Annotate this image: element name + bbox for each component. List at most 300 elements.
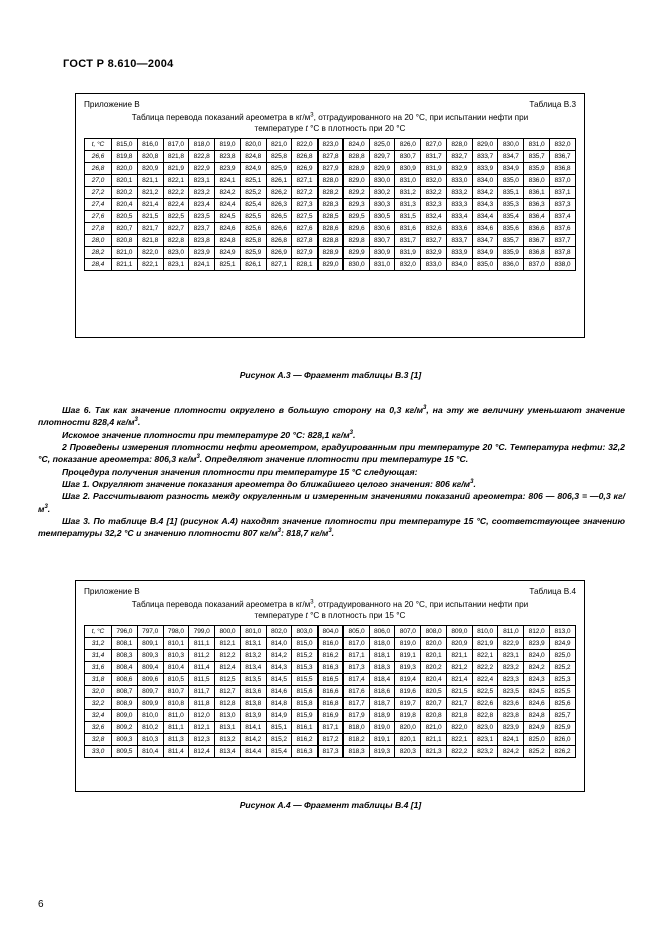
table-cell: 822,2	[472, 662, 498, 674]
table-cell: 822,0	[446, 722, 472, 734]
table-cell: 822,5	[163, 211, 189, 223]
table-cell: 834,7	[498, 151, 524, 163]
table-row	[85, 650, 576, 662]
table-cell: 836,6	[524, 223, 550, 235]
table-cell: 818,4	[369, 674, 395, 686]
table-cell: 823,5	[189, 211, 215, 223]
table-row-temperature: 27,6	[85, 211, 112, 223]
table-cell: 829,0	[343, 175, 369, 187]
table-cell: 809,2	[112, 722, 138, 734]
table-cell: 810,4	[163, 662, 189, 674]
table-cell: 815,5	[292, 674, 318, 686]
table-cell: 821,5	[137, 211, 163, 223]
paragraph-procedure: Процедура получения значения плотности при температуре 15 °C следующая:	[62, 466, 418, 477]
table-cell: 820,8	[112, 235, 138, 247]
table-cell: 821,1	[446, 650, 472, 662]
table-header-cell: 800,0	[215, 626, 241, 638]
table-cell: 812,4	[189, 746, 215, 758]
table-header-cell: 812,0	[524, 626, 550, 638]
table-cell: 820,9	[137, 163, 163, 175]
table-cell: 821,1	[137, 175, 163, 187]
table-row	[85, 746, 576, 758]
table-cell: 834,6	[472, 223, 498, 235]
table-cell: 834,7	[472, 235, 498, 247]
table-cell: 812,4	[215, 662, 241, 674]
table-cell: 822,8	[189, 151, 215, 163]
table-header-cell: 799,0	[189, 626, 215, 638]
table-cell: 837,0	[524, 259, 550, 271]
table-header-cell: 825,0	[369, 139, 395, 151]
table-row-temperature: 32,8	[85, 734, 112, 746]
table-cell: 835,7	[524, 151, 550, 163]
table-cell: 817,4	[343, 674, 369, 686]
table-cell: 810,7	[163, 686, 189, 698]
table-cell: 811,4	[163, 746, 189, 758]
table-cell: 813,9	[240, 710, 266, 722]
table-cell: 812,8	[215, 698, 241, 710]
table-cell: 826,8	[292, 151, 318, 163]
table-cell: 814,0	[266, 638, 292, 650]
table-cell: 836,4	[524, 211, 550, 223]
table-cell: 825,0	[550, 650, 576, 662]
table-cell: 823,9	[524, 638, 550, 650]
table-cell: 821,1	[421, 734, 447, 746]
table-cell: 828,8	[318, 235, 344, 247]
table-cell: 821,0	[112, 247, 138, 259]
table-cell: 832,2	[421, 187, 447, 199]
table-cell: 830,3	[369, 199, 395, 211]
table-cell: 830,7	[395, 151, 421, 163]
table-cell: 811,5	[189, 674, 215, 686]
table-cell: 828,9	[343, 163, 369, 175]
figure-a3-title-var: t	[305, 124, 308, 134]
table-cell: 834,9	[472, 247, 498, 259]
table-cell: 820,5	[421, 686, 447, 698]
table-cell: 828,8	[343, 151, 369, 163]
table-cell: 837,0	[550, 175, 576, 187]
table-cell: 808,9	[112, 698, 138, 710]
table-cell: 814,2	[266, 650, 292, 662]
table-cell: 826,9	[266, 247, 292, 259]
table-cell: 808,3	[112, 650, 138, 662]
table-cell: 810,5	[163, 674, 189, 686]
table-cell: 824,6	[524, 698, 550, 710]
figure-a3-title-line2-pre: температуре	[254, 124, 306, 134]
table-cell: 818,0	[369, 638, 395, 650]
table-cell: 822,9	[498, 638, 524, 650]
figure-a4-title-line2-pre: температуре	[254, 611, 306, 621]
table-cell: 812,3	[189, 734, 215, 746]
table-cell: 821,0	[421, 722, 447, 734]
table-cell: 821,8	[137, 235, 163, 247]
table-row-temperature: 27,8	[85, 223, 112, 235]
table-cell: 820,1	[421, 650, 447, 662]
table-cell: 813,2	[215, 734, 241, 746]
table-cell: 825,3	[550, 674, 576, 686]
table-cell: 808,6	[112, 674, 138, 686]
table-cell: 823,1	[163, 259, 189, 271]
table-cell: 822,4	[163, 199, 189, 211]
table-cell: 819,8	[112, 151, 138, 163]
table-cell: 814,9	[266, 710, 292, 722]
standard-header: ГОСТ Р 8.610—2004	[63, 58, 174, 70]
table-cell: 829,2	[343, 187, 369, 199]
table-cell: 825,9	[266, 163, 292, 175]
table-cell: 824,8	[240, 151, 266, 163]
table-cell: 835,0	[498, 175, 524, 187]
table-cell: 824,9	[240, 163, 266, 175]
table-cell: 810,8	[163, 698, 189, 710]
table-cell: 821,4	[446, 674, 472, 686]
table-cell: 832,9	[421, 247, 447, 259]
table-cell: 835,1	[498, 187, 524, 199]
table-cell: 815,8	[292, 698, 318, 710]
paragraph-step1: Шаг 1. Округляют значение показания ареометра до ближайшего целого значения: 806 $кг/м^3$.	[62, 479, 476, 490]
table-cell: 821,2	[446, 662, 472, 674]
page-number: 6	[38, 899, 44, 910]
table-row	[85, 662, 576, 674]
density-conversion-table-b3	[84, 138, 576, 271]
table-cell: 833,2	[446, 187, 472, 199]
table-cell: 811,2	[189, 650, 215, 662]
table-header-cell: 805,0	[343, 626, 369, 638]
table-cell: 831,9	[395, 247, 421, 259]
table-cell: 826,1	[266, 175, 292, 187]
table-cell: 836,0	[498, 259, 524, 271]
table-cell: 820,0	[395, 722, 421, 734]
table-cell: 809,3	[112, 734, 138, 746]
table-cell: 823,5	[498, 686, 524, 698]
table-row-temperature: 26,6	[85, 151, 112, 163]
table-cell: 813,0	[215, 710, 241, 722]
table-cell: 812,1	[215, 638, 241, 650]
table-cell: 824,2	[498, 746, 524, 758]
table-row-temperature: 31,4	[85, 650, 112, 662]
table-cell: 833,0	[421, 259, 447, 271]
table-header-cell: 823,0	[318, 139, 344, 151]
table-cell: 809,1	[137, 638, 163, 650]
table-cell: 821,3	[421, 746, 447, 758]
table-row-temperature: 32,4	[85, 710, 112, 722]
table-cell: 812,1	[189, 722, 215, 734]
table-cell: 820,7	[421, 698, 447, 710]
table-cell: 827,1	[266, 259, 292, 271]
figure-a4-title-line2-post: °C в плотность при 15 °C	[307, 611, 406, 621]
table-cell: 831,5	[395, 211, 421, 223]
table-cell: 829,5	[343, 211, 369, 223]
table-cell: 814,3	[266, 662, 292, 674]
table-cell: 836,8	[550, 163, 576, 175]
table-row	[85, 722, 576, 734]
table-cell: 821,1	[112, 259, 138, 271]
table-cell: 824,8	[215, 235, 241, 247]
table-row-temperature: 32,2	[85, 698, 112, 710]
figure-a4-title-line1	[132, 600, 528, 609]
table-header-cell: 829,0	[472, 139, 498, 151]
table-cell: 827,8	[318, 151, 344, 163]
table-header-cell: 827,0	[421, 139, 447, 151]
table-cell: 822,6	[472, 698, 498, 710]
table-cell: 815,1	[266, 722, 292, 734]
table-cell: 818,9	[369, 710, 395, 722]
table-cell: 830,2	[369, 187, 395, 199]
table-label-b3: Таблица В.3	[529, 100, 576, 109]
figure-a4-title-line2	[255, 611, 406, 620]
table-cell: 821,8	[446, 710, 472, 722]
table-cell: 811,1	[163, 722, 189, 734]
table-cell: 817,3	[318, 746, 344, 758]
table-cell: 820,3	[395, 746, 421, 758]
table-cell: 819,8	[395, 710, 421, 722]
table-row-temperature: 28,0	[85, 235, 112, 247]
table-label-b4: Таблица В.4	[529, 587, 576, 596]
table-cell: 819,1	[369, 734, 395, 746]
table-cell: 826,1	[240, 259, 266, 271]
figure-a4-title-var: t	[305, 611, 308, 621]
table-header-cell: 822,0	[292, 139, 318, 151]
table-row	[85, 175, 576, 187]
table-cell: 808,7	[112, 686, 138, 698]
table-cell: 819,7	[395, 698, 421, 710]
table-header-temp: t, °C	[85, 139, 112, 151]
table-cell: 825,8	[266, 151, 292, 163]
table-cell: 826,2	[550, 746, 576, 758]
table-cell: 820,1	[395, 734, 421, 746]
table-cell: 824,1	[498, 734, 524, 746]
table-cell: 829,8	[343, 235, 369, 247]
table-cell: 816,3	[292, 746, 318, 758]
table-cell: 821,5	[446, 686, 472, 698]
figure-a4-table-b4	[75, 580, 585, 792]
table-cell: 833,4	[446, 211, 472, 223]
table-cell: 818,2	[343, 734, 369, 746]
table-cell: 820,2	[421, 662, 447, 674]
table-cell: 825,7	[550, 710, 576, 722]
table-cell: 822,2	[163, 187, 189, 199]
table-cell: 815,3	[292, 662, 318, 674]
table-cell: 832,6	[421, 223, 447, 235]
table-cell: 815,4	[266, 746, 292, 758]
table-row	[85, 259, 576, 271]
table-cell: 818,0	[343, 722, 369, 734]
table-cell: 835,6	[498, 223, 524, 235]
table-cell: 834,2	[472, 187, 498, 199]
table-cell: 829,9	[343, 247, 369, 259]
figure-a3-topline	[84, 100, 576, 109]
table-cell: 811,4	[189, 662, 215, 674]
table-cell: 830,0	[369, 175, 395, 187]
table-cell: 823,0	[163, 247, 189, 259]
table-cell: 816,3	[318, 662, 344, 674]
table-row-temperature: 31,8	[85, 674, 112, 686]
table-cell: 838,0	[550, 259, 576, 271]
table-cell: 813,8	[240, 698, 266, 710]
table-cell: 821,9	[472, 638, 498, 650]
table-header-cell: 806,0	[369, 626, 395, 638]
table-row	[85, 235, 576, 247]
table-cell: 820,0	[421, 638, 447, 650]
table-cell: 825,1	[240, 175, 266, 187]
table-cell: 826,2	[266, 187, 292, 199]
table-cell: 831,7	[395, 235, 421, 247]
table-cell: 821,8	[163, 151, 189, 163]
table-cell: 824,3	[524, 674, 550, 686]
table-cell: 820,7	[112, 223, 138, 235]
table-cell: 836,0	[524, 175, 550, 187]
table-cell: 823,8	[189, 235, 215, 247]
table-row	[85, 710, 576, 722]
table-cell: 820,5	[112, 211, 138, 223]
table-header-cell: 801,0	[240, 626, 266, 638]
table-row	[85, 674, 576, 686]
table-cell: 809,3	[137, 650, 163, 662]
table-cell: 816,2	[318, 650, 344, 662]
table-cell: 826,6	[266, 223, 292, 235]
table-cell: 826,5	[266, 211, 292, 223]
table-cell: 825,6	[550, 698, 576, 710]
table-cell: 824,9	[215, 247, 241, 259]
table-cell: 819,0	[395, 638, 421, 650]
table-row-temperature: 26,8	[85, 163, 112, 175]
table-cell: 834,0	[472, 175, 498, 187]
table-cell: 822,0	[137, 247, 163, 259]
table-cell: 823,0	[472, 722, 498, 734]
table-cell: 810,2	[137, 722, 163, 734]
table-cell: 833,9	[472, 163, 498, 175]
table-cell: 823,2	[472, 746, 498, 758]
table-cell: 837,8	[550, 247, 576, 259]
table-cell: 824,9	[550, 638, 576, 650]
figure-a3-title-line1-text: Таблица перевода показаний ареометра в $кг/м^3$, отградуированного на 20 °C, при испытании нефти при	[131, 112, 529, 122]
figure-a4-title-line1-text: Таблица перевода показаний ареометра в $кг/м^3$, отградуированного на 20 °C, при испытании нефти при	[131, 599, 529, 609]
paragraph-step3: Шаг 3. По таблице В.4 [1] (рисунок А.4) находят значение плотности при температуре 15 °C, соответствующее значению температуры 32,2 °C и значению плотности 807 $кг/м^3$: 818,7 $кг/м^3$.	[38, 516, 625, 539]
table-cell: 809,0	[112, 710, 138, 722]
table-header-cell: 809,0	[446, 626, 472, 638]
table-header-cell: 820,0	[240, 139, 266, 151]
table-cell: 837,7	[550, 235, 576, 247]
table-row-temperature: 27,2	[85, 187, 112, 199]
table-cell: 830,9	[369, 247, 395, 259]
table-cell: 826,0	[550, 734, 576, 746]
table-cell: 825,2	[524, 746, 550, 758]
table-cell: 828,2	[318, 187, 344, 199]
table-cell: 817,3	[343, 662, 369, 674]
table-cell: 831,0	[395, 175, 421, 187]
table-cell: 831,3	[395, 199, 421, 211]
table-cell: 831,2	[395, 187, 421, 199]
figure-a3-title	[98, 112, 562, 134]
table-cell: 816,1	[292, 722, 318, 734]
table-cell: 830,9	[395, 163, 421, 175]
table-cell: 815,2	[292, 650, 318, 662]
table-cell: 833,3	[446, 199, 472, 211]
table-row-temperature: 32,6	[85, 722, 112, 734]
table-cell: 828,3	[318, 199, 344, 211]
table-cell: 817,7	[343, 698, 369, 710]
table-cell: 813,1	[215, 722, 241, 734]
table-cell: 820,2	[112, 187, 138, 199]
paragraph-step2: Шаг 2. Рассчитывают разность между округленным и измеренным значениями показаний ареометра: 806 — 806,3 = —0,3 $кг/м^3$.	[38, 491, 625, 514]
table-cell: 818,6	[369, 686, 395, 698]
table-cell: 823,4	[189, 199, 215, 211]
table-cell: 810,3	[163, 650, 189, 662]
table-header-cell: 818,0	[189, 139, 215, 151]
table-cell: 811,8	[189, 698, 215, 710]
table-cell: 829,9	[369, 163, 395, 175]
table-cell: 813,1	[240, 638, 266, 650]
table-cell: 815,0	[292, 638, 318, 650]
table-cell: 835,4	[498, 211, 524, 223]
table-header-cell: 831,0	[524, 139, 550, 151]
table-cell: 823,7	[189, 223, 215, 235]
table-cell: 822,8	[163, 235, 189, 247]
table-header-row	[85, 139, 576, 151]
table-header-cell: 797,0	[137, 626, 163, 638]
table-cell: 821,7	[137, 223, 163, 235]
table-cell: 829,0	[318, 259, 344, 271]
table-header-cell: 830,0	[498, 139, 524, 151]
table-cell: 813,2	[240, 650, 266, 662]
table-row-temperature: 31,2	[85, 638, 112, 650]
table-cell: 809,5	[112, 746, 138, 758]
table-cell: 817,2	[318, 734, 344, 746]
table-cell: 818,7	[369, 698, 395, 710]
figure-a3-title-line2	[255, 124, 406, 133]
table-cell: 823,3	[498, 674, 524, 686]
table-header-cell: 817,0	[163, 139, 189, 151]
table-row	[85, 638, 576, 650]
table-cell: 823,9	[215, 163, 241, 175]
table-cell: 813,5	[240, 674, 266, 686]
table-cell: 820,9	[446, 638, 472, 650]
table-header-cell: 819,0	[215, 139, 241, 151]
table-cell: 821,4	[137, 199, 163, 211]
appendix-label-a4: Приложение В	[84, 587, 140, 596]
table-cell: 829,6	[343, 223, 369, 235]
table-cell: 811,0	[163, 710, 189, 722]
figure-a3-title-line1	[132, 113, 528, 122]
table-cell: 810,1	[163, 638, 189, 650]
table-cell: 829,3	[343, 199, 369, 211]
table-cell: 813,4	[240, 662, 266, 674]
table-cell: 822,1	[446, 734, 472, 746]
table-header-cell: 803,0	[292, 626, 318, 638]
table-cell: 834,0	[446, 259, 472, 271]
table-cell: 814,6	[266, 686, 292, 698]
table-header-cell: 804,0	[318, 626, 344, 638]
table-cell: 825,0	[524, 734, 550, 746]
table-cell: 824,5	[215, 211, 241, 223]
paragraph-example-2: 2 Проведены измерения плотности нефти ареометром, градуированным при температуре 20 °C. Температура нефти: 32,2 °C, показание ареометра: 806,3 $кг/м^3$. Определяют значение плотности при температуре 15 °C.	[38, 442, 625, 465]
table-cell: 832,3	[421, 199, 447, 211]
table-row	[85, 163, 576, 175]
table-header-temp: t, °C	[85, 626, 112, 638]
figure-a4-caption: Рисунок А.4 — Фрагмент таблицы В.4 [1]	[239, 800, 422, 810]
table-cell: 826,3	[266, 199, 292, 211]
table-cell: 814,8	[266, 698, 292, 710]
table-cell: 809,9	[137, 698, 163, 710]
table-cell: 831,6	[395, 223, 421, 235]
table-cell: 808,4	[112, 662, 138, 674]
table-cell: 808,1	[112, 638, 138, 650]
table-cell: 824,2	[524, 662, 550, 674]
table-cell: 835,0	[472, 259, 498, 271]
table-cell: 822,5	[472, 686, 498, 698]
table-cell: 832,7	[421, 235, 447, 247]
table-row	[85, 199, 576, 211]
table-cell: 827,2	[292, 187, 318, 199]
table-cell: 820,8	[421, 710, 447, 722]
